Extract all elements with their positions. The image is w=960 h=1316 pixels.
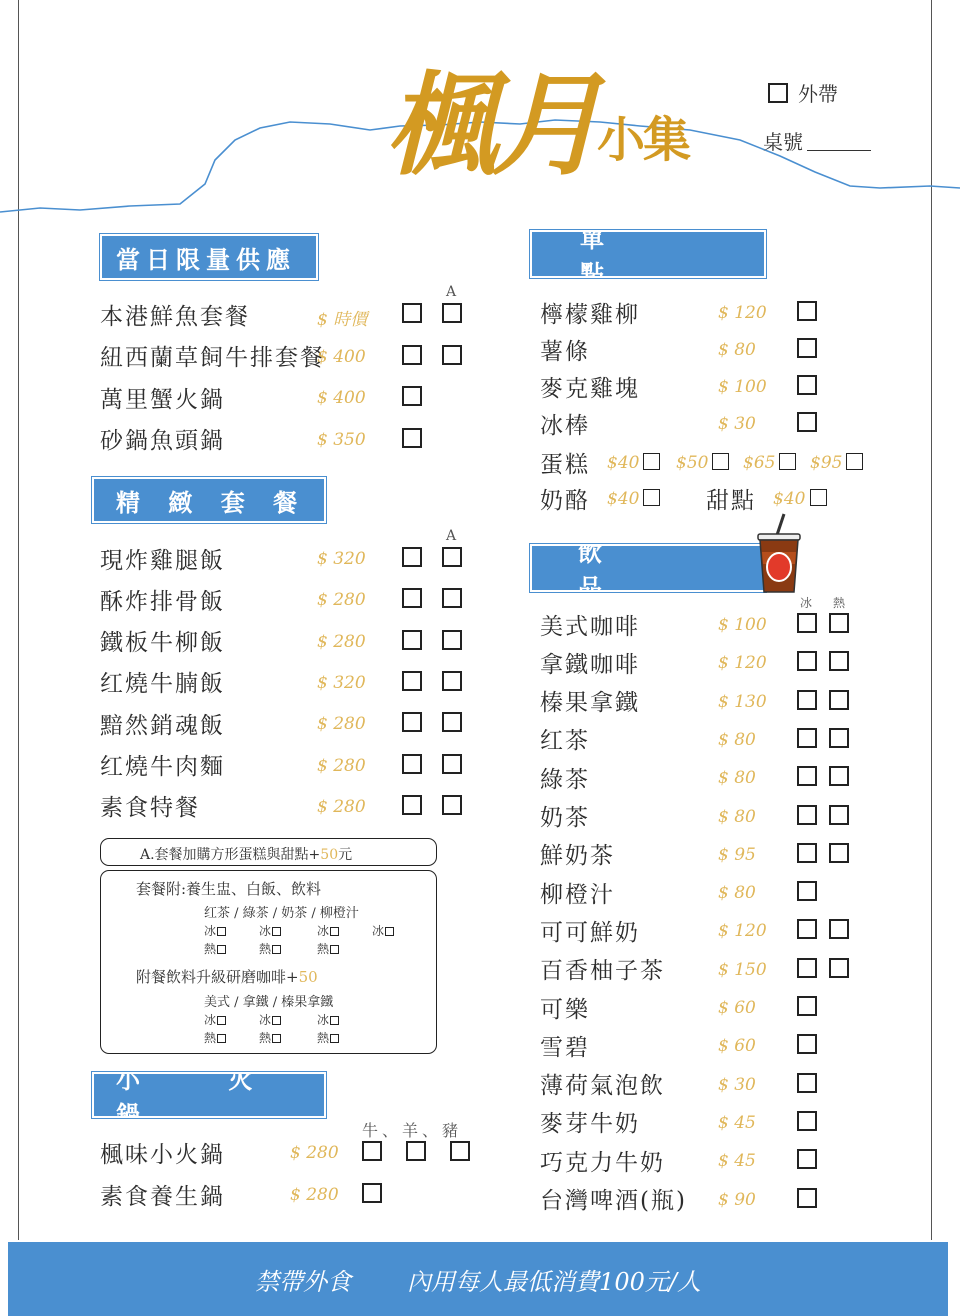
hotpot-options-label: 牛、羊、豬	[362, 1121, 463, 1140]
drink-temp-cold-option[interactable]	[317, 922, 339, 939]
cake-price: $40	[607, 453, 640, 473]
set-item-row	[100, 706, 225, 740]
drink-item-checkbox[interactable]	[797, 728, 817, 748]
section-single-title: 單 點	[580, 224, 684, 288]
drink-temp-cold-label: 冰	[259, 924, 272, 938]
daily-item-name: 萬里蟹火鍋	[100, 386, 225, 413]
drink-choices: 红茶 / 綠茶 / 奶茶 / 柳橙汁	[204, 906, 359, 921]
coffee-upgrade-line	[136, 966, 318, 987]
set-item-price: $ 320	[317, 672, 366, 693]
drink-item-name: 雪碧	[540, 1034, 590, 1061]
set-item-name: 红燒牛腩飯	[100, 671, 225, 698]
drink-temp-cold-option[interactable]	[204, 922, 226, 939]
dessert-label: 甜點	[706, 487, 756, 514]
section-drinks-banner	[530, 538, 766, 602]
set-item-checkbox[interactable]	[442, 712, 462, 732]
drink-item-row	[540, 722, 590, 756]
drink-item-checkbox[interactable]	[829, 690, 849, 710]
drink-item-name: 薄荷氣泡飲	[540, 1073, 665, 1100]
cheese-label: 奶酪	[540, 487, 590, 514]
drink-temp-cold-label: 冰	[204, 924, 217, 938]
cheese-checkbox[interactable]	[643, 489, 660, 506]
hotpot-item-row	[100, 1177, 225, 1211]
section-hotpot-banner	[92, 1065, 326, 1129]
coffee-temp-hot-label: 熱	[259, 1031, 272, 1045]
takeout-checkbox[interactable]	[768, 83, 788, 103]
coffee-temp-hot-checkbox[interactable]	[217, 1034, 226, 1043]
coffee-temp-hot-option[interactable]	[204, 1029, 226, 1046]
drink-item-name: 可可鮮奶	[540, 919, 640, 946]
drink-item-price: $ 80	[718, 806, 756, 827]
daily-item-price: $ 400	[317, 346, 366, 367]
drink-item-checkbox[interactable]	[797, 1073, 817, 1093]
drink-item-price: $ 80	[718, 768, 756, 789]
coffee-temp-hot-label: 熱	[317, 1031, 330, 1045]
daily-item-row	[100, 380, 225, 414]
coffee-temp-cold-label: 冰	[317, 1013, 330, 1027]
daily-item-price: $ 400	[317, 388, 366, 408]
coffee-temp-hot-checkbox[interactable]	[330, 1034, 339, 1043]
hotpot-item-name: 素食養生鍋	[100, 1183, 225, 1210]
drink-item-name: 柳橙汁	[540, 881, 615, 908]
drink-item-row	[540, 1105, 640, 1139]
drinks-col-cold: 冰	[800, 596, 813, 610]
drink-temp-hot-checkbox[interactable]	[272, 945, 281, 954]
set-item-checkbox[interactable]	[442, 795, 462, 815]
hotpot-item-price: $ 280	[290, 1143, 339, 1163]
drink-item-price: $ 95	[718, 844, 756, 865]
drink-item-price: $ 120	[718, 653, 767, 674]
drink-temp-cold-option[interactable]	[372, 922, 394, 939]
set-item-name: 現炸雞腿飯	[100, 547, 225, 574]
drink-item-checkbox[interactable]	[797, 958, 817, 978]
drink-cup-icon	[752, 512, 808, 596]
daily-item-name: 本港鮮魚套餐	[100, 303, 250, 330]
coffee-temp-cold-option[interactable]	[317, 1011, 339, 1028]
set-col-a-label: A	[446, 528, 457, 544]
drink-item-checkbox[interactable]	[797, 1188, 817, 1208]
daily-item-price: $ 時價	[317, 310, 368, 330]
daily-item-row	[100, 339, 325, 373]
drink-temp-cold-checkbox[interactable]	[217, 927, 226, 936]
drinks-col-hot: 熱	[833, 596, 846, 610]
coffee-temp-cold-label: 冰	[259, 1013, 272, 1027]
drink-item-row	[540, 607, 640, 641]
single-item-name: 檸檬雞柳	[540, 301, 640, 328]
drink-item-checkbox[interactable]	[797, 766, 817, 786]
drink-item-checkbox[interactable]	[829, 766, 849, 786]
coffee-temp-cold-option[interactable]	[204, 1011, 226, 1028]
daily-item-checkbox[interactable]	[402, 345, 422, 365]
drink-item-checkbox[interactable]	[797, 1034, 817, 1054]
coffee-temp-cold-checkbox[interactable]	[330, 1016, 339, 1025]
coffee-upgrade-prefix: 附餐飲料升級研磨咖啡+	[136, 968, 299, 986]
drink-item-row	[540, 990, 590, 1024]
single-item-name: 薯條	[540, 338, 590, 365]
single-item-checkbox[interactable]	[797, 301, 817, 321]
drink-item-name: 鮮奶茶	[540, 843, 615, 870]
drink-item-price: $ 45	[718, 1151, 756, 1172]
drink-item-price: $ 100	[718, 615, 767, 635]
footer-banner	[8, 1242, 948, 1316]
drink-item-row	[540, 645, 640, 679]
addon-note-prefix: A.套餐加購方形蛋糕與甜點+	[140, 847, 321, 863]
drink-temp-hot-label: 熱	[204, 942, 217, 956]
single-item-checkbox[interactable]	[797, 338, 817, 358]
drink-temp-hot-option[interactable]	[317, 940, 339, 957]
set-item-price: $ 280	[317, 714, 366, 735]
drink-item-checkbox[interactable]	[797, 996, 817, 1016]
drink-item-checkbox[interactable]	[797, 651, 817, 671]
drink-item-checkbox[interactable]	[797, 1149, 817, 1169]
set-item-price: $ 280	[317, 755, 366, 776]
set-item-price: $ 280	[317, 631, 366, 652]
drink-item-row	[540, 1182, 687, 1216]
daily-item-name: 紐西蘭草飼牛排套餐	[100, 345, 325, 371]
single-item-checkbox[interactable]	[797, 375, 817, 395]
set-item-checkbox[interactable]	[442, 754, 462, 774]
dessert-price: $40	[773, 489, 806, 509]
drink-item-checkbox[interactable]	[829, 651, 849, 671]
coffee-temp-cold-label: 冰	[204, 1013, 217, 1027]
drink-item-name: 拿鐵咖啡	[540, 651, 640, 678]
set-item-price: $ 280	[317, 796, 366, 817]
drink-item-price: $ 120	[718, 921, 767, 942]
coffee-temp-cold-option[interactable]	[259, 1011, 281, 1028]
drink-item-checkbox[interactable]	[829, 613, 849, 633]
drink-item-price: $ 80	[718, 883, 756, 904]
hotpot-item-price: $ 280	[290, 1185, 339, 1205]
set-item-checkbox[interactable]	[402, 588, 422, 608]
daily-item-name: 砂鍋魚頭鍋	[100, 428, 225, 454]
coffee-temp-hot-label: 熱	[204, 1031, 217, 1045]
daily-item-checkbox[interactable]	[442, 303, 462, 323]
drink-item-row	[540, 913, 640, 947]
section-hotpot-title: 小 火 鍋	[116, 1065, 293, 1129]
coffee-upgrade-amount: 50	[298, 968, 318, 986]
drink-item-checkbox[interactable]	[797, 690, 817, 710]
set-item-row	[100, 748, 225, 782]
drink-item-price: $ 80	[718, 729, 756, 750]
coffee-choices: 美式 / 拿鐵 / 榛果拿鐵	[204, 995, 334, 1010]
hotpot-item-checkbox[interactable]	[406, 1141, 426, 1161]
drink-item-checkbox[interactable]	[797, 1111, 817, 1131]
takeout-label: 外帶	[798, 82, 838, 106]
set-item-checkbox[interactable]	[442, 588, 462, 608]
hotpot-item-name: 楓味小火鍋	[100, 1141, 225, 1168]
drink-item-checkbox[interactable]	[797, 881, 817, 901]
addon-note-amount: 50	[320, 847, 339, 863]
drink-temp-cold-label: 冰	[372, 924, 385, 938]
cake-checkbox[interactable]	[712, 453, 729, 470]
drink-item-checkbox[interactable]	[829, 805, 849, 825]
set-item-checkbox[interactable]	[402, 754, 422, 774]
drink-item-row	[540, 799, 590, 833]
set-item-checkbox[interactable]	[442, 671, 462, 691]
daily-item-checkbox[interactable]	[402, 428, 422, 448]
set-item-name: 酥炸排骨飯	[100, 588, 225, 615]
drink-temp-hot-checkbox[interactable]	[330, 945, 339, 954]
cake-price: $95	[810, 453, 843, 473]
set-item-row	[100, 789, 200, 823]
cake-checkbox[interactable]	[779, 453, 796, 470]
set-item-name: 黯然銷魂飯	[100, 712, 225, 739]
drink-item-price: $ 60	[718, 998, 756, 1018]
drink-temp-hot-label: 熱	[259, 942, 272, 956]
drink-item-row	[540, 760, 590, 794]
single-item-name: 冰棒	[540, 412, 590, 439]
set-item-checkbox[interactable]	[402, 547, 422, 567]
coffee-temp-hot-option[interactable]	[259, 1029, 281, 1046]
drink-item-checkbox[interactable]	[829, 728, 849, 748]
set-includes-line: 套餐附:養生盅、白飯、飲料	[136, 880, 322, 898]
coffee-temp-cold-checkbox[interactable]	[217, 1016, 226, 1025]
dessert-row	[706, 481, 756, 515]
cheese-row	[540, 481, 590, 515]
coffee-temp-cold-checkbox[interactable]	[272, 1016, 281, 1025]
set-item-row	[100, 665, 225, 699]
cheese-price: $40	[607, 489, 640, 509]
hotpot-item-checkbox[interactable]	[450, 1141, 470, 1161]
set-item-checkbox[interactable]	[442, 547, 462, 567]
drink-item-price: $ 90	[718, 1189, 756, 1210]
logo-sub: 小集	[597, 112, 690, 168]
section-set-banner	[92, 477, 326, 523]
drink-item-name: 奶茶	[540, 805, 590, 831]
single-item-row	[540, 369, 640, 403]
set-item-price: $ 280	[317, 590, 366, 611]
drink-item-row	[540, 684, 640, 718]
section-single-banner	[530, 224, 766, 288]
single-item-price: $ 80	[718, 340, 756, 360]
drink-item-name: 綠茶	[540, 766, 590, 793]
drink-item-name: 麥芽牛奶	[540, 1111, 640, 1138]
drink-item-price: $ 150	[718, 959, 767, 980]
set-item-name: 素食特餐	[100, 795, 200, 822]
daily-item-checkbox[interactable]	[402, 386, 422, 406]
drink-item-name: 巧克力牛奶	[540, 1149, 665, 1176]
single-item-row	[540, 332, 590, 366]
drink-item-row	[540, 1028, 590, 1062]
drink-item-name: 美式咖啡	[540, 613, 640, 640]
drink-item-price: $ 130	[718, 691, 767, 712]
drink-item-price: $ 45	[718, 1112, 756, 1133]
cake-checkbox[interactable]	[643, 453, 660, 470]
single-item-price: $ 100	[718, 377, 767, 397]
hotpot-item-checkbox[interactable]	[362, 1183, 382, 1203]
drink-item-row	[540, 952, 665, 986]
drink-temp-hot-option[interactable]	[259, 940, 281, 957]
addon-note-suffix: 元	[338, 847, 353, 863]
daily-item-checkbox[interactable]	[402, 303, 422, 323]
drink-item-checkbox[interactable]	[829, 843, 849, 863]
logo	[385, 60, 690, 191]
coffee-temp-hot-checkbox[interactable]	[272, 1034, 281, 1043]
footer-no-outside-food: 禁帶外食	[255, 1267, 352, 1296]
set-item-row	[100, 582, 225, 616]
daily-item-price: $ 350	[317, 429, 366, 450]
daily-item-row	[100, 297, 250, 331]
single-item-price: $ 120	[718, 303, 767, 323]
daily-item-checkbox[interactable]	[442, 345, 462, 365]
section-drinks-title: 飲 品	[578, 538, 688, 602]
drink-item-row	[540, 1143, 665, 1177]
takeout-option[interactable]	[768, 78, 838, 107]
cake-price: $50	[676, 453, 709, 473]
set-item-name: 红燒牛肉麵	[100, 754, 225, 780]
table-number-field[interactable]	[807, 150, 871, 151]
drink-item-checkbox[interactable]	[797, 613, 817, 633]
set-item-checkbox[interactable]	[402, 795, 422, 815]
table-label: 桌號	[763, 130, 803, 154]
hotpot-item-row	[100, 1135, 225, 1169]
drink-temp-cold-checkbox[interactable]	[272, 927, 281, 936]
single-item-row	[540, 295, 640, 329]
drink-item-name: 台灣啤酒(瓶)	[540, 1188, 687, 1214]
cake-price: $65	[743, 453, 776, 473]
single-item-row	[540, 406, 590, 440]
set-item-name: 鐵板牛柳飯	[100, 630, 225, 657]
drink-item-checkbox[interactable]	[829, 958, 849, 978]
single-item-price: $ 30	[718, 414, 756, 434]
drink-item-name: 百香柚子茶	[540, 958, 665, 985]
daily-col-a-label: A	[446, 284, 457, 300]
drink-temp-hot-checkbox[interactable]	[217, 945, 226, 954]
set-item-checkbox[interactable]	[402, 712, 422, 732]
drink-item-checkbox[interactable]	[797, 805, 817, 825]
section-daily-title: 當日限量供應	[116, 244, 296, 274]
table-number	[763, 126, 871, 155]
logo-main: 楓月	[385, 60, 597, 191]
section-daily-banner	[100, 234, 318, 280]
drink-temp-hot-option[interactable]	[204, 940, 226, 957]
set-item-row	[100, 541, 225, 575]
drink-temp-cold-checkbox[interactable]	[385, 927, 394, 936]
dessert-checkbox[interactable]	[810, 489, 827, 506]
drink-item-row	[540, 875, 615, 909]
drink-item-price: $ 60	[718, 1036, 756, 1057]
drink-temp-cold-label: 冰	[317, 924, 330, 938]
drink-temp-cold-checkbox[interactable]	[330, 927, 339, 936]
drink-item-row	[540, 1067, 665, 1101]
coffee-temp-hot-option[interactable]	[317, 1029, 339, 1046]
footer-minimum-charge: 內用每人最低消費100元/人	[407, 1267, 701, 1296]
drink-item-name: 可樂	[540, 996, 590, 1023]
single-item-name: 麥克雞塊	[540, 375, 640, 402]
drink-item-price: $ 30	[718, 1074, 756, 1095]
drink-temp-cold-option[interactable]	[259, 922, 281, 939]
drink-item-checkbox[interactable]	[797, 843, 817, 863]
set-item-checkbox[interactable]	[442, 630, 462, 650]
drink-item-row	[540, 837, 615, 871]
daily-item-row	[100, 422, 225, 456]
set-item-checkbox[interactable]	[402, 630, 422, 650]
drink-item-name: 红茶	[540, 728, 590, 755]
drink-item-name: 榛果拿鐵	[540, 690, 640, 717]
drink-temp-hot-label: 熱	[317, 942, 330, 956]
cake-checkbox[interactable]	[846, 453, 863, 470]
set-item-price: $ 320	[317, 549, 366, 569]
hotpot-item-checkbox[interactable]	[362, 1141, 382, 1161]
section-set-title: 精 緻 套 餐	[116, 487, 308, 517]
set-item-checkbox[interactable]	[402, 671, 422, 691]
single-item-checkbox[interactable]	[797, 412, 817, 432]
cake-label: 蛋糕	[540, 451, 590, 478]
drink-item-checkbox[interactable]	[797, 919, 817, 939]
set-item-row	[100, 624, 225, 658]
drink-item-checkbox[interactable]	[829, 919, 849, 939]
addon-note-text	[140, 844, 352, 864]
